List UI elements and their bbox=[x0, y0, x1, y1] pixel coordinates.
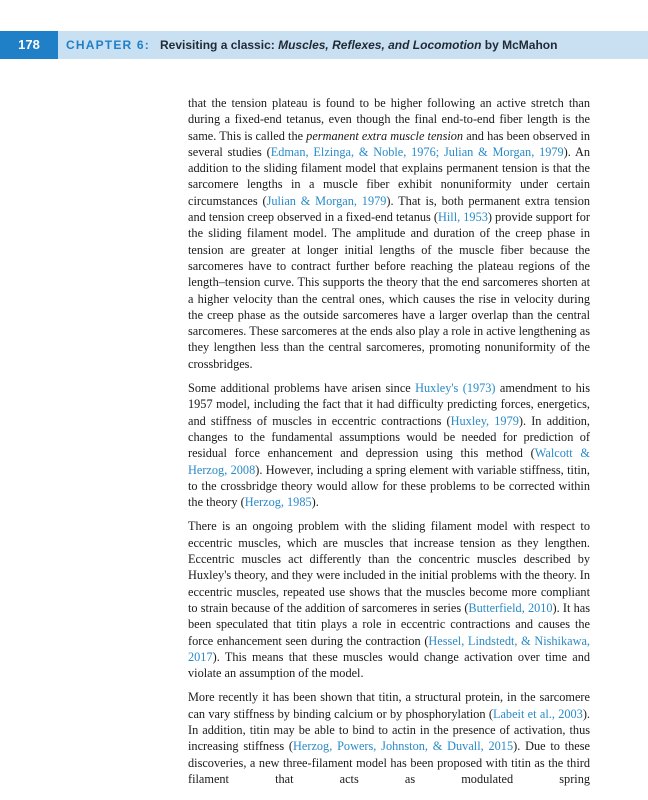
book-title: Muscles, Reflexes, and Locomotion bbox=[278, 38, 482, 52]
text-run: ). In addition, changes to the fundamental assumptions would be needed for prediction of residual force enhancement and depression using this method ( bbox=[188, 413, 590, 461]
text-run: ). However, including a spring element with variable stiffness, titin, to the crossbridge theory would allow for these problems to be corrected within the theory ( bbox=[188, 462, 590, 510]
text-run: ). Due to these discoveries, a new three-filament model has been proposed with titin as the third filament that acts as modulated spring bbox=[188, 739, 590, 786]
text-run: More recently it has been shown that titin, a structural protein, in the sarcomere can vary stiffness by binding calcium or by phosphorylation ( bbox=[188, 690, 590, 721]
text-run: ). In addition, titin may be able to bind to actin in the presence of activation, thus increasing stiffness ( bbox=[188, 706, 590, 754]
body-text bbox=[188, 95, 590, 787]
citation-link[interactable]: Butterfield, 2010 bbox=[468, 600, 553, 615]
emphasis: permanent extra muscle tension bbox=[306, 128, 464, 143]
text-run: ). That is, both permanent extra tension and tension creep observed in a fixed-end tetanus ( bbox=[188, 193, 590, 225]
text-run: ). It has been speculated that titin plays a role in eccentric contractions and causes the force enhancement seen during the contraction ( bbox=[188, 600, 590, 648]
paragraph-text bbox=[188, 689, 590, 787]
citation-link[interactable]: Hill, 1953 bbox=[437, 210, 488, 225]
text-run: ). bbox=[311, 495, 319, 510]
paragraph bbox=[188, 380, 590, 510]
citation-link[interactable]: Edman, Elzinga, & Noble, 1976; Julian & Morgan, 1979 bbox=[270, 144, 564, 159]
text-run: ) provide support for the sliding filament model. The amplitude and duration of the creep phase in tension are greater at longer initial lengths of the muscle fiber because the sarcomeres have to contract further before reaching the plateau regions of the length–tension curve. This supports the theory that the end sarcomeres shorten at a higher velocity than the central ones, which causes the rise in velocity during the creep phase as the outside sarcomeres have a larger overlap than the central sarcomeres. These sarcomeres at the ends also play a role in active lengthening as they lengthen less than the central sarcomeres, promoting nonuniformity of the crossbridges. bbox=[188, 210, 591, 371]
page-number: 178 bbox=[0, 31, 58, 59]
text-run: amendment to his 1957 model, including the fact that it had difficulty predicting forces, energetics, and stiffness of muscles in eccentric contractions ( bbox=[188, 381, 590, 428]
citation-link[interactable]: Labeit et al., 2003 bbox=[492, 706, 583, 721]
title-prefix: Revisiting a classic: bbox=[160, 38, 279, 52]
paragraph bbox=[188, 95, 590, 372]
citation-link[interactable]: Hessel, Lindstedt, & Nishikawa, 2017 bbox=[188, 633, 590, 664]
citation-link[interactable]: Herzog, 1985 bbox=[244, 495, 312, 510]
text-run: Some additional problems have arisen since bbox=[188, 381, 416, 396]
text-run: and has been observed in several studies ( bbox=[188, 128, 591, 159]
citation-link[interactable]: Walcott & Herzog, 2008 bbox=[188, 446, 590, 477]
citation-link[interactable]: Julian & Morgan, 1979 bbox=[266, 193, 387, 208]
citation-link[interactable]: Huxley's (1973) bbox=[415, 381, 496, 396]
text-run: There is an ongoing problem with the sliding filament model with respect to eccentric muscles, which are muscles that increase tension as they lengthen. Eccentric muscles act differently than the concentric muscles described by Huxley's theory, and they were included in the initial problems with the theory. In eccentric muscles, repeated use shows that the muscles become more compliant to strain because of the addition of sarcomeres in series ( bbox=[188, 519, 590, 615]
citation-link[interactable]: Herzog, Powers, Johnston, & Duvall, 2015 bbox=[293, 739, 514, 754]
paragraph bbox=[188, 518, 590, 681]
paragraph bbox=[188, 689, 590, 787]
title-author: by McMahon bbox=[481, 38, 558, 52]
running-header bbox=[0, 31, 648, 59]
text-run: ). An addition to the sliding filament model that explains permanent tension is that the sarcomere lengths in a muscle fiber exhibit nonuniformity under certain circumstances ( bbox=[188, 144, 590, 208]
text-run: ). This means that these muscles would change activation over time and violate an assumption of the model. bbox=[188, 649, 590, 681]
chapter-label: CHAPTER 6: bbox=[66, 38, 151, 52]
text-run: that the tension plateau is found to be higher following an active stretch than during a fixed-end tetanus, even though the final end-to-end fiber length is the same. This is called the bbox=[188, 96, 590, 143]
citation-link[interactable]: Huxley, 1979 bbox=[450, 413, 519, 428]
running-title bbox=[66, 31, 557, 59]
